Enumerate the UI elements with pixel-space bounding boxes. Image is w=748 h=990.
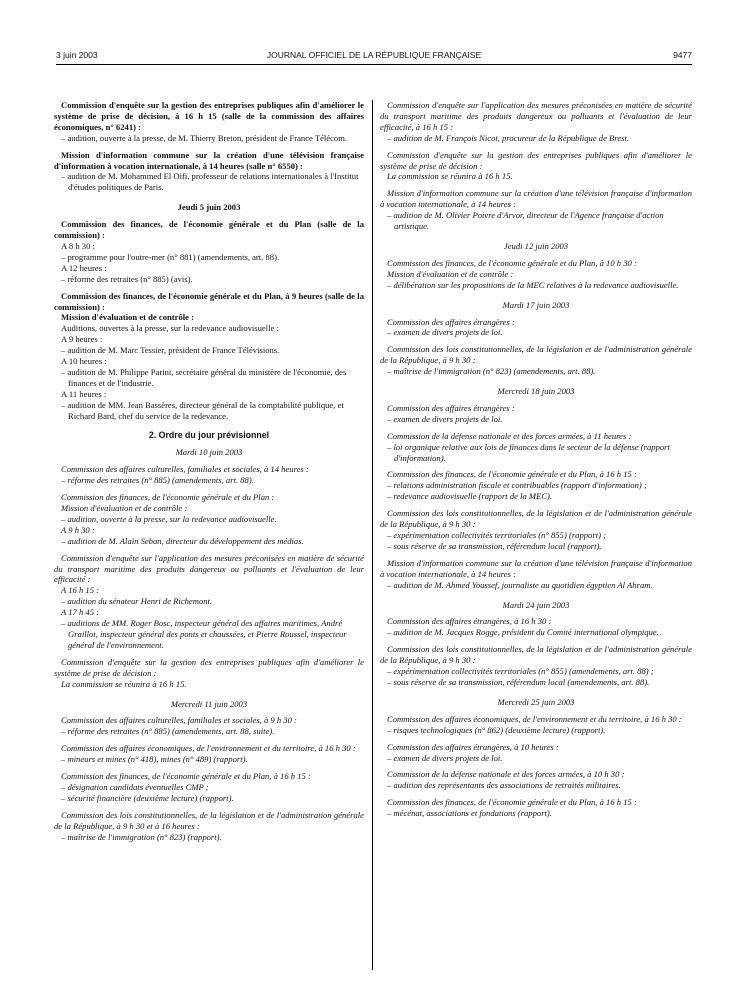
agenda-item: – audition de M. Ahmed Youssef, journaliste au quotidien égyptien Al Ahram. (387, 579, 653, 590)
agenda-entry: Commission des finances, de l'économie générale et du Plan, à 16 h 15 : (61, 771, 311, 782)
agenda-item: – audition de M. Olivier Poivre d'Arvor, directeur de l'Agence française d'action artistique. (387, 210, 664, 232)
agenda-entry: Commission d'enquête sur l'application des mesures préconisées en matière de sécurité du transport maritime des produits dangereux ou polluants et l'évaluation de leur efficacité : (54, 552, 364, 585)
agenda-item: – réforme des retraites (n° 885) (avis). (61, 273, 193, 284)
time-label: A 8 h 30 : (61, 240, 95, 251)
agenda-item: – examen de divers projets de loi. (387, 413, 503, 424)
agenda-entry: Commission des affaires culturelles, familiales et sociales, à 9 h 30 : (61, 715, 297, 726)
day-heading: Mardi 10 juin 2003 (175, 447, 243, 458)
time-label: A 17 h 45 : (61, 607, 100, 618)
right-column (380, 100, 692, 819)
agenda-note: La commission se réunira à 16 h 15. (61, 678, 187, 689)
issue-date: 3 juin 2003 (56, 50, 98, 60)
agenda-entry: Mission d'information commune sur la création d'une télévision française d'information à vocation internationale, à 14 heures : (380, 557, 692, 579)
agenda-item: – mécénat, associations et fondations (rapport). (387, 808, 552, 819)
agenda-item: – examen de divers projets de loi. (387, 327, 503, 338)
agenda-item: – audition de M. Mohammed El Oifi, professeur de relations internationales à l'Institut d'études politiques de Paris. (61, 171, 359, 193)
agenda-item: – audition des représentants des associations de retraités militaires. (387, 780, 621, 791)
agenda-entry: Commission des affaires étrangères : (387, 402, 515, 413)
agenda-item: – maîtrise de l'immigration (n° 823) (rapport). (61, 831, 222, 842)
agenda-item: – réforme des retraites (n° 885) (amendements, art. 88). (61, 475, 254, 486)
agenda-entry: Mission d'information commune sur la création d'une télévision française d'information à vocation internationale, à 14 heures : (380, 188, 692, 210)
agenda-item: – sous réserve de sa transmission, référendum local (rapport). (387, 540, 602, 551)
agenda-entry: Commission des finances, de l'économie générale et du Plan : (61, 492, 275, 503)
agenda-item: – expérimentation collectivités territoriales (n° 855) (amendements, art. 88) ; (387, 666, 654, 677)
agenda-entry: Commission des finances, de l'économie générale et du Plan, à 10 h 30 : (387, 257, 637, 268)
agenda-item: – audition de MM. Jean Bassères, directeur général de la comptabilité publique, et Richard Bard, chef du service de la redevance. (61, 399, 344, 421)
agenda-item: – sous réserve de sa transmission, référendum local (amendements, art. 88). (387, 676, 650, 687)
agenda-entry: Commission des affaires économiques, de l'environnement et du territoire, à 16 h 30 : (387, 713, 682, 724)
agenda-entry: Commission des affaires étrangères, à 10 heures : (387, 741, 559, 752)
header-rule (56, 64, 692, 65)
agenda-item: – désignation candidats éventuelles CMP ; (61, 781, 209, 792)
day-heading: Mercredi 25 juin 2003 (497, 696, 575, 707)
agenda-item: – mineurs et mines (n° 418), mines (n° 489) (rapport). (61, 754, 248, 765)
time-label: A 9 h 30 : (61, 524, 95, 535)
day-heading: Mercredi 11 juin 2003 (170, 698, 248, 709)
agenda-item: – auditions de MM. Roger Bosc, inspecteur général des affaires maritimes, André Graillot, inspecteur général des ponts et chaussées, et Pierre Roussel, inspecteur général de l'environnement. (61, 618, 347, 650)
agenda-entry: Commission des affaires culturelles, familiales et sociales, à 14 heures : (61, 464, 309, 475)
time-label: A 16 h 15 : (61, 585, 100, 596)
agenda-item: – délibération sur les propositions de la MEC relatives à la redevance audiovisuelle. (387, 279, 679, 290)
agenda-entry: Commission des lois constitutionnelles, de la législation et de l'administration générale de la République, à 9 h 30 et à 16 heures : (54, 809, 364, 831)
agenda-item: – audition du sénateur Henri de Richemont. (61, 596, 213, 607)
agenda-item: – audition de M. Marc Tessier, président de France Télévisions. (61, 345, 280, 356)
agenda-entry: Commission de la défense nationale et des forces armées, à 10 h 30 : (387, 769, 625, 780)
agenda-item: – audition de M. Alain Seban, directeur du développement des médias. (61, 535, 304, 546)
time-label: A 9 heures : (61, 334, 103, 345)
day-heading: Jeudi 5 juin 2003 (177, 202, 241, 213)
agenda-entry: Commission de la défense nationale et des forces armées, à 11 heures : (387, 430, 632, 441)
agenda-item: – réforme des retraites (n° 885) (amendements, art. 88, suite). (61, 726, 275, 737)
left-column (54, 100, 364, 842)
agenda-entry: Commission des finances, de l'économie générale et du Plan, à 9 heures (salle de la commission) : (54, 290, 364, 312)
agenda-item: – expérimentation collectivités territoriales (n° 855) (rapport) ; (387, 530, 606, 540)
agenda-entry: Commission des finances, de l'économie générale et du Plan, à 16 h 15 : (387, 469, 637, 480)
agenda-item: – audition, ouverte à la presse, sur la redevance audiovisuelle. (61, 513, 277, 524)
agenda-entry: Commission d'enquête sur la gestion des entreprises publiques afin d'améliorer le système de prise de décision, à 16 h 15 (salle de la commission des affaires économiques, n° 6241) : (54, 100, 364, 132)
agenda-item: – audition de M. Philippe Parini, secrétaire général du ministère de l'économie, des finances et de l'industrie. (61, 366, 347, 388)
agenda-item: – sécurité financière (deuxième lecture) (rapport). (61, 792, 234, 803)
agenda-entry: Commission d'enquête sur l'application des mesures préconisées en matière de sécurité du transport maritime des produits dangereux ou polluants et l'évaluation de leur efficacité, à 16 h 15 : (380, 100, 692, 132)
agenda-entry: Commission des affaires économiques, de l'environnement et du territoire, à 16 h 30 : (61, 743, 356, 754)
agenda-entry: Commission des finances, de l'économie générale et du Plan (salle de la commission) : (54, 219, 364, 241)
agenda-entry: Commission des finances, de l'économie générale et du Plan, à 16 h 15 : (387, 797, 637, 808)
mission-label: Mission d'évaluation et de contrôle : (61, 503, 188, 513)
auditions-label: Auditions, ouvertes à la presse, sur la redevance audiovisuelle : (61, 323, 279, 334)
agenda-item: – relations administration fiscale et contribuables (rapport d'information) ; (387, 480, 647, 491)
column-divider (372, 100, 373, 970)
agenda-entry: Commission des lois constitutionnelles, de la législation et de l'administration générale de la République, à 9 h 30 : (380, 508, 692, 530)
agenda-entry: Commission d'enquête sur la gestion des entreprises publiques afin d'améliorer le système de prise de décision : (54, 656, 364, 678)
agenda-item: – examen de divers projets de loi. (387, 752, 503, 763)
page-number: 9477 (673, 50, 692, 60)
agenda-entry: Commission des lois constitutionnelles, de la législation et de l'administration générale de la République, à 9 h 30 : (380, 344, 692, 366)
time-label: A 10 heures : (61, 356, 107, 367)
agenda-entry: Commission des affaires étrangères : (387, 316, 515, 327)
page-header (56, 50, 692, 64)
agenda-item: – programme pour l'outre-mer (n° 881) (amendements, art. 88). (61, 251, 280, 262)
mission-label: Mission d'évaluation et de contrôle : (387, 268, 514, 279)
agenda-item: – maîtrise de l'immigration (n° 823) (amendements, art. 88). (387, 366, 596, 377)
agenda-entry: Mission d'information commune sur la création d'une télévision française d'information à vocation internationale, à 14 heures (salle n° 6550) : (54, 149, 364, 171)
agenda-entry: Commission des affaires étrangères, à 16 h 30 : (387, 616, 552, 627)
journal-title: JOURNAL OFFICIEL DE LA RÉPUBLIQUE FRANÇAISE (266, 50, 482, 60)
day-heading: Mercredi 18 juin 2003 (497, 386, 575, 397)
agenda-note: La commission se réunira à 16 h 15. (387, 171, 513, 182)
agenda-item: – audition de M. Jacques Rogge, président du Comité international olympique. (387, 627, 659, 638)
time-label: A 12 heures : (61, 262, 107, 273)
agenda-entry: Commission des lois constitutionnelles, de la législation et de l'administration générale de la République, à 9 h 30 : (380, 644, 692, 666)
day-heading: Mardi 17 juin 2003 (502, 299, 570, 310)
time-label: A 11 heures : (61, 388, 107, 399)
day-heading: Jeudi 12 juin 2003 (503, 240, 569, 251)
agenda-item: – audition, ouverte à la presse, de M. Thierry Breton, président de France Télécom. (61, 132, 348, 143)
agenda-item: – audition de M. François Nicot, procureur de la République de Brest. (387, 132, 630, 143)
agenda-item: – loi organique relative aux lois de finances dans le secteur de la défense (rapport d'information). (387, 441, 670, 463)
agenda-item: – risques technologiques (n° 862) (deuxième lecture) (rapport). (387, 724, 606, 735)
mission-label: Mission d'évaluation et de contrôle : (61, 312, 194, 323)
agenda-entry: Commission d'enquête sur la gestion des entreprises publiques afin d'améliorer le système de prise de décision : (380, 149, 692, 171)
day-heading: Mardi 24 juin 2003 (502, 599, 570, 610)
section-heading: 2. Ordre du jour prévisionnel (148, 430, 270, 441)
agenda-item: – redevance audiovisuelle (rapport de la MEC). (387, 491, 553, 502)
